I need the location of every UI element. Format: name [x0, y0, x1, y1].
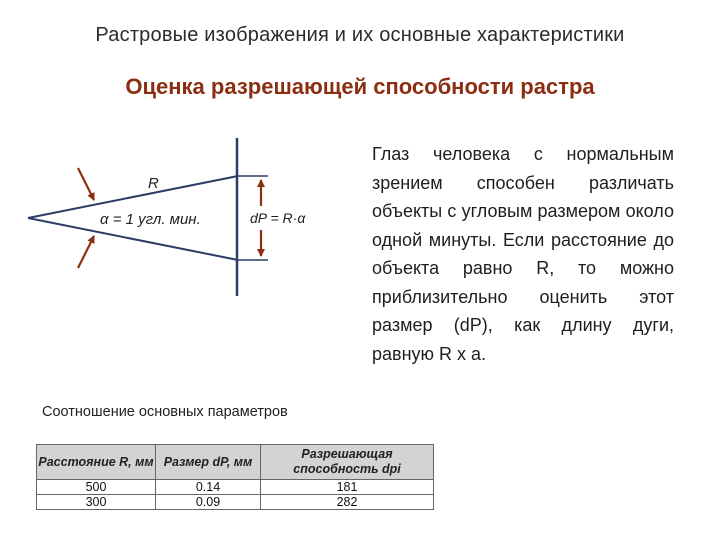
resolution-diagram: [20, 130, 350, 310]
cell-size: 0.14: [156, 480, 261, 495]
cell-size: 0.09: [156, 495, 261, 510]
header-resolution: Разрешающая способность dpi: [261, 445, 434, 480]
section-subtitle: Оценка разрешающей способности растра: [125, 74, 595, 99]
label-dp: dP = R·α: [250, 210, 306, 226]
cell-distance: 500: [37, 480, 156, 495]
table-row: [37, 480, 434, 495]
page-title: Растровые изображения и их основные характеристики: [95, 24, 625, 46]
cell-distance: 300: [37, 495, 156, 510]
label-alpha: α = 1 угл. мин.: [100, 211, 201, 228]
header-size: Размер dP, мм: [156, 445, 261, 480]
parameters-table: [36, 444, 434, 510]
header-distance: Расстояние R, мм: [37, 445, 156, 480]
cell-resolution: 282: [261, 495, 434, 510]
explanation-paragraph: Глаз человека с нормальным зрением способен различать объекты с угловым размером около одной минуты. Если расстояние до объекта равно R, то можно приблизительно оценить этот размер (dP), как длину дуги, равную R x a.: [372, 144, 674, 364]
table-header-row: [37, 445, 434, 480]
table-caption: Соотношение основных параметров: [42, 404, 288, 420]
lower-angle-arrow: [78, 236, 94, 268]
table-row: [37, 495, 434, 510]
upper-angle-arrow: [78, 168, 94, 200]
cell-resolution: 181: [261, 480, 434, 495]
label-r: R: [148, 175, 159, 192]
